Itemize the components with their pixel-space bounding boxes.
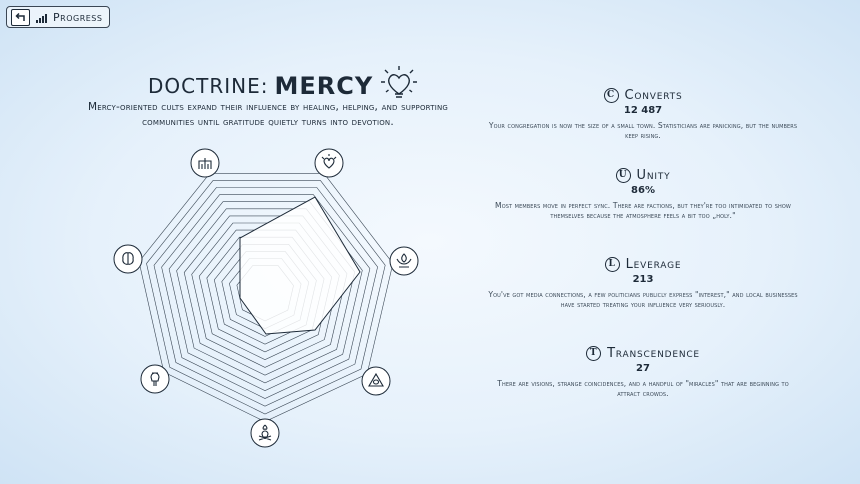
heart-bulb-icon (315, 149, 343, 177)
stat-converts (488, 88, 798, 141)
eye-triangle-icon (362, 367, 390, 395)
progress-label: Progress (53, 10, 103, 24)
doctrine-radar-chart (105, 142, 425, 452)
temple-icon (191, 149, 219, 177)
stat-badge-icon: L (605, 257, 620, 272)
stat-badge-icon: T (586, 346, 601, 361)
stat-description: Your congregation is now the size of a small town. Statisticians are panicking, but the numbers keep rising. (488, 121, 798, 140)
stat-header (488, 257, 798, 272)
signal-bars-icon (36, 8, 47, 27)
flame-skull-icon (251, 419, 279, 447)
stat-value: 86% (631, 185, 655, 196)
stat-header (488, 88, 798, 103)
doctrine-name: MERCY (274, 72, 374, 100)
doctrine-description: Mercy-oriented cults expand their influence by healing, helping, and supporting communities until gratitude quietly turns into devotion. (87, 101, 449, 128)
stat-name: Unity (636, 168, 671, 183)
stat-transcendence (488, 346, 798, 399)
stat-name: Leverage (625, 257, 682, 272)
stat-value: 213 (632, 274, 654, 285)
stat-badge-icon: C (604, 88, 619, 103)
stat-name: Converts (624, 88, 683, 103)
stat-value: 12 487 (623, 105, 663, 116)
progress-button[interactable] (6, 6, 110, 28)
stat-value: 27 (636, 363, 650, 374)
stat-description: There are visions, strange coincidences, and a handful of "miracles" that are beginning to attract crowds. (497, 379, 789, 398)
stat-header (488, 346, 798, 361)
radar-fill (240, 197, 360, 334)
doctrine-lead: DOCTRINE: (148, 74, 269, 98)
back-arrow-icon[interactable] (11, 9, 30, 26)
stat-description: You've got media connections, a few politicians publicly express "interest," and local businesses have started treating your influence very seriously. (488, 290, 798, 309)
stat-badge-icon: U (616, 168, 631, 183)
brain-icon (114, 245, 142, 273)
stat-name: Transcendence (607, 346, 700, 361)
stat-leverage (488, 257, 798, 310)
lotus-hand-icon (390, 247, 418, 275)
stat-unity (488, 168, 798, 221)
stat-header (488, 168, 798, 183)
skull-dagger-icon (141, 365, 169, 393)
stat-description: Most members move in perfect sync. There are factions, but they're too intimidated to show themselves because the atmosphere feels a bit too „holy." (495, 201, 791, 220)
